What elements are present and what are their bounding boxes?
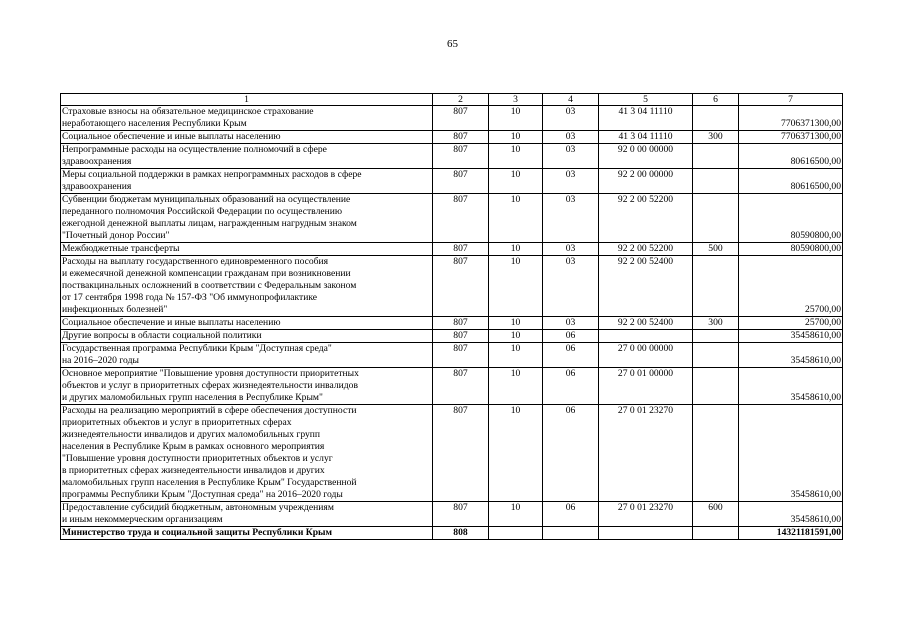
table-row: [61, 405, 843, 502]
code-cell-4: 03: [543, 106, 599, 131]
code-cell-2: 807: [433, 256, 489, 317]
code-cell-4: 03: [543, 317, 599, 330]
table-row: [61, 169, 843, 194]
code-cell-3: 10: [489, 343, 543, 368]
code-cell-3: 10: [489, 317, 543, 330]
code-cell-3: 10: [489, 131, 543, 144]
table-total-row: [61, 527, 843, 540]
table-row: [61, 368, 843, 405]
row-name-cell: Предоставление субсидий бюджетным, автономным учреждениям и иным некоммерческим организациям: [61, 502, 433, 527]
code-cell-2: 807: [433, 317, 489, 330]
code-cell-6: [693, 106, 739, 131]
code-cell-4: 06: [543, 502, 599, 527]
table-row: [61, 131, 843, 144]
amount-cell: 80616500,00: [739, 169, 843, 194]
code-cell-6: [693, 169, 739, 194]
code-cell-6: 600: [693, 502, 739, 527]
table-row: [61, 144, 843, 169]
row-name-cell: Расходы на реализацию мероприятий в сфере обеспечения доступности приоритетных объектов и услуг в приоритетных сферах жизнедеятельности инвалидов и других маломобильных групп населения в Республике Крым в рамках основного мероприятия "Повышение уровня доступности приоритетных объектов и услуг в приоритетных сферах жизнедеятельности инвалидов и других маломобильных групп населения в Республике Крым" Государственной программы Республики Крым "Доступная среда" на 2016–2020 годы: [61, 405, 433, 502]
row-name-cell: Страховые взносы на обязательное медицинское страхование неработающего населения Республики Крым: [61, 106, 433, 131]
code-cell-5: 92 2 00 00000: [599, 169, 693, 194]
amount-cell: 80590800,00: [739, 194, 843, 243]
code-cell-3: 10: [489, 106, 543, 131]
amount-cell: 7706371300,00: [739, 106, 843, 131]
code-cell-4: 06: [543, 405, 599, 502]
header-row: [61, 94, 843, 106]
table-row: [61, 194, 843, 243]
table-row: [61, 502, 843, 527]
code-cell-6: [693, 343, 739, 368]
amount-cell: 7706371300,00: [739, 131, 843, 144]
code-cell-4: 03: [543, 256, 599, 317]
code-cell-5: 92 0 00 00000: [599, 144, 693, 169]
code-cell-4: 03: [543, 194, 599, 243]
code-cell-5: [599, 527, 693, 540]
code-cell-5: 27 0 01 00000: [599, 368, 693, 405]
amount-cell: 25700,00: [739, 256, 843, 317]
table-row: [61, 317, 843, 330]
row-name-cell: Государственная программа Республики Крым "Доступная среда" на 2016–2020 годы: [61, 343, 433, 368]
code-cell-4: 03: [543, 169, 599, 194]
page-number: 65: [447, 38, 458, 50]
code-cell-5: 92 2 00 52400: [599, 317, 693, 330]
code-cell-4: 06: [543, 368, 599, 405]
code-cell-5: 27 0 01 23270: [599, 502, 693, 527]
code-cell-3: 10: [489, 368, 543, 405]
row-name-cell: Меры социальной поддержки в рамках непрограммных расходов в сфере здравоохранения: [61, 169, 433, 194]
code-cell-2: 807: [433, 131, 489, 144]
code-cell-3: 10: [489, 256, 543, 317]
column-header: 7: [739, 94, 843, 106]
row-name-cell: Расходы на выплату государственного единовременного пособия и ежемесячной денежной компенсации гражданам при возникновении поствакцинальных осложнений в соответствии с Федеральным законом от 17 сентября 1998 года № 157-ФЗ "Об иммунопрофилактике инфекционных болезней": [61, 256, 433, 317]
code-cell-5: [599, 330, 693, 343]
column-header: 3: [489, 94, 543, 106]
row-name-cell: Социальное обеспечение и иные выплаты населению: [61, 131, 433, 144]
code-cell-4: 06: [543, 343, 599, 368]
code-cell-4: 03: [543, 243, 599, 256]
code-cell-2: 807: [433, 169, 489, 194]
amount-cell: 80590800,00: [739, 243, 843, 256]
code-cell-5: 27 0 01 23270: [599, 405, 693, 502]
amount-cell: 35458610,00: [739, 405, 843, 502]
code-cell-2: 807: [433, 368, 489, 405]
code-cell-2: 807: [433, 502, 489, 527]
row-name-cell: Субвенции бюджетам муниципальных образований на осуществление переданного полномочия Российской Федерации по осуществлению ежегодной денежной выплаты лицам, награжденным нагрудным знаком "Почетный донор России": [61, 194, 433, 243]
code-cell-4: 06: [543, 330, 599, 343]
code-cell-3: 10: [489, 502, 543, 527]
column-header: 4: [543, 94, 599, 106]
table-row: [61, 243, 843, 256]
row-name-cell: Министерство труда и социальной защиты Республики Крым: [61, 527, 433, 540]
code-cell-5: 92 2 00 52400: [599, 256, 693, 317]
column-header: 1: [61, 94, 433, 106]
row-name-cell: Другие вопросы в области социальной политики: [61, 330, 433, 343]
code-cell-4: 03: [543, 144, 599, 169]
code-cell-2: 807: [433, 106, 489, 131]
table-row: [61, 343, 843, 368]
row-name-cell: Социальное обеспечение и иные выплаты населению: [61, 317, 433, 330]
column-header: 2: [433, 94, 489, 106]
code-cell-6: [693, 330, 739, 343]
code-cell-2: 807: [433, 144, 489, 169]
code-cell-6: [693, 368, 739, 405]
row-name-cell: Непрограммные расходы на осуществление полномочий в сфере здравоохранения: [61, 144, 433, 169]
code-cell-5: 92 2 00 52200: [599, 194, 693, 243]
code-cell-6: [693, 527, 739, 540]
code-cell-3: 10: [489, 194, 543, 243]
code-cell-4: 03: [543, 131, 599, 144]
code-cell-2: 807: [433, 243, 489, 256]
amount-cell: 35458610,00: [739, 343, 843, 368]
amount-cell: 80616500,00: [739, 144, 843, 169]
code-cell-2: 808: [433, 527, 489, 540]
budget-table: [60, 93, 843, 540]
amount-cell: 35458610,00: [739, 502, 843, 527]
code-cell-3: 10: [489, 243, 543, 256]
row-name-cell: Межбюджетные трансферты: [61, 243, 433, 256]
code-cell-2: 807: [433, 330, 489, 343]
code-cell-6: [693, 405, 739, 502]
code-cell-2: 807: [433, 194, 489, 243]
column-header: 6: [693, 94, 739, 106]
column-header: 5: [599, 94, 693, 106]
code-cell-5: 41 3 04 11110: [599, 106, 693, 131]
code-cell-4: [543, 527, 599, 540]
table-row: [61, 256, 843, 317]
table-row: [61, 330, 843, 343]
code-cell-5: 41 3 04 11110: [599, 131, 693, 144]
code-cell-5: 27 0 00 00000: [599, 343, 693, 368]
code-cell-3: 10: [489, 169, 543, 194]
code-cell-6: [693, 194, 739, 243]
amount-cell: 14321181591,00: [739, 527, 843, 540]
table-row: [61, 106, 843, 131]
code-cell-3: 10: [489, 405, 543, 502]
code-cell-6: 300: [693, 131, 739, 144]
row-name-cell: Основное мероприятие "Повышение уровня доступности приоритетных объектов и услуг в приоритетных сферах жизнедеятельности инвалидов и других маломобильных групп населения в Республике Крым": [61, 368, 433, 405]
code-cell-6: [693, 144, 739, 169]
code-cell-6: 500: [693, 243, 739, 256]
code-cell-3: [489, 527, 543, 540]
code-cell-2: 807: [433, 343, 489, 368]
code-cell-3: 10: [489, 144, 543, 169]
code-cell-6: 300: [693, 317, 739, 330]
amount-cell: 35458610,00: [739, 368, 843, 405]
code-cell-6: [693, 256, 739, 317]
code-cell-2: 807: [433, 405, 489, 502]
code-cell-3: 10: [489, 330, 543, 343]
amount-cell: 35458610,00: [739, 330, 843, 343]
code-cell-5: 92 2 00 52200: [599, 243, 693, 256]
amount-cell: 25700,00: [739, 317, 843, 330]
